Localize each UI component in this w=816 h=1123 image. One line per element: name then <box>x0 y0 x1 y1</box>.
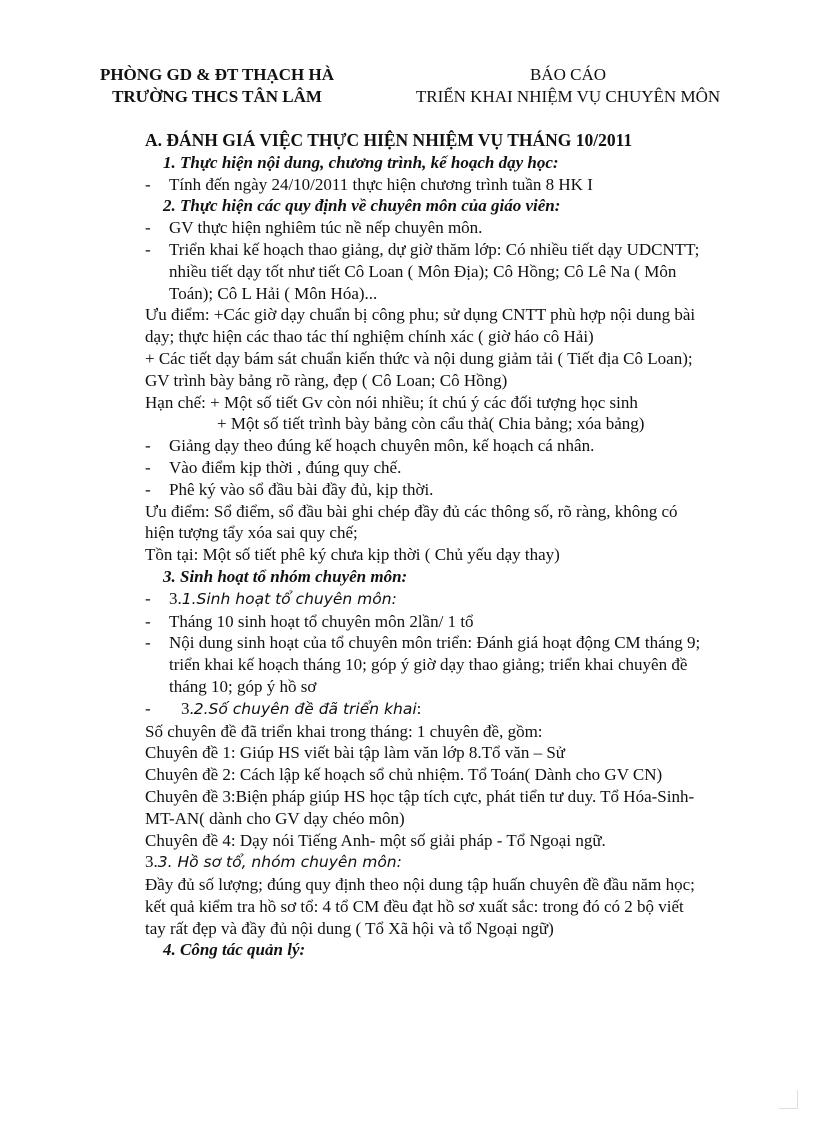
s2-item: - Vào điểm kịp thời , đúng quy chế. <box>145 457 705 479</box>
s3-sub3-number: 3. <box>145 852 158 872</box>
s3-sub2-number: 3. <box>181 698 194 718</box>
s3-sub2-heading <box>145 698 705 721</box>
s3-sub3-heading <box>145 851 705 874</box>
s3-sub2-colon: : <box>416 698 422 718</box>
s3-sub2-title: 2.Số chuyên đề đã triển khai <box>193 699 417 718</box>
s3-sub3-title: 3. Hồ sơ tổ, nhóm chuyên môn: <box>157 853 402 872</box>
s3-heading: 3. Sinh hoạt tổ nhóm chuyên môn: <box>163 566 408 586</box>
s3-topic: Chuyên đề 1: Giúp HS viết bài tập làm văn lớp 8.Tổ văn – Sử <box>145 743 566 763</box>
s2-item: - Phê ký vào sổ đầu bài đầy đủ, kịp thời. <box>145 479 705 501</box>
s3-item: - Nội dung sinh hoạt của tổ chuyên môn triển: Đánh giá hoạt động CM tháng 9; triển khai kế hoạch tháng 10; góp ý giờ dạy thao giảng; triển khai chuyên đề tháng 10; góp ý hồ sơ <box>145 632 705 697</box>
s2-shortcoming: Tồn tại: Một số tiết phê ký chưa kịp thời ( Chủ yếu dạy thay) <box>145 545 560 565</box>
report-label: BÁO CÁO <box>529 65 607 84</box>
page-corner-mark <box>779 1090 798 1109</box>
section-a-title: A. ĐÁNH GIÁ VIỆC THỰC HIỆN NHIỆM VỤ THÁNG 10/2011 <box>145 130 633 150</box>
document-header <box>0 64 816 114</box>
s2-advantage: + Các tiết dạy bám sát chuẩn kiến thức và nội dung giảm tải ( Tiết địa Cô Loan); GV trình bày bảng rõ ràng, đẹp ( Cô Loan; Cô Hồng) <box>145 348 693 390</box>
s2-advantage: Ưu điểm: +Các giờ dạy chuẩn bị công phu; sử dụng CNTT phù hợp nội dung bài dạy; thực hiện các thao tác thí nghiệm chính xác ( giờ háo cô Hải) <box>145 305 696 347</box>
s4-heading: 4. Công tác quản lý: <box>163 940 306 960</box>
s2-advantage: Ưu điểm: Sổ điểm, sổ đầu bài ghi chép đầy đủ các thông số, rõ ràng, không có hiện tượng tẩy xóa sai quy chế; <box>145 501 678 543</box>
s3-sub1-number: 3. <box>169 588 182 608</box>
s1-item: - Tính đến ngày 24/10/2011 thực hiện chương trình tuần 8 HK I <box>145 174 705 196</box>
s3-topic-intro: Số chuyên đề đã triển khai trong tháng: 1 chuyên đề, gồm: <box>145 721 543 741</box>
s3-sub1-heading <box>145 588 705 611</box>
s3-sub1-title: 1.Sinh hoạt tổ chuyên môn: <box>181 589 397 608</box>
s2-item: - Giảng dạy theo đúng kế hoạch chuyên môn, kế hoạch cá nhân. <box>145 435 705 457</box>
s3-item: - Tháng 10 sinh hoạt tổ chuyên môn 2lần/ 1 tổ <box>145 611 705 633</box>
s1-heading: 1. Thực hiện nội dung, chương trình, kế hoạch dạy học: <box>163 152 559 172</box>
school-name: TRƯỜNG THCS TÂN LÂM <box>112 87 322 106</box>
s2-heading: 2. Thực hiện các quy định về chuyên môn của giáo viên: <box>163 196 561 216</box>
document-body <box>145 130 705 961</box>
s3-records: Đầy đủ số lượng; đúng quy định theo nội dung tập huấn chuyên đề đầu năm học; kết quả kiểm tra hồ sơ tổ: 4 tổ CM đều đạt hồ sơ xuất sắc: trong đó có 2 bộ viết tay rất đẹp và đầy đủ nội dung ( Tổ Xã hội và tổ Ngoại ngữ) <box>145 875 695 938</box>
report-title: TRIỂN KHAI NHIỆM VỤ CHUYÊN MÔN <box>415 87 721 106</box>
s3-topic: Chuyên đề 2: Cách lập kế hoạch sổ chủ nhiệm. Tổ Toán( Dành cho GV CN) <box>145 765 663 785</box>
department-name: PHÒNG GD & ĐT THẠCH HÀ <box>99 65 335 84</box>
s2-item: - Triển khai kế hoạch thao giảng, dự giờ thăm lớp: Có nhiều tiết dạy UDCNTT; nhiều tiết dạy tốt như tiết Cô Loan ( Môn Địa); Cô Hồng; Cô Lê Na ( Môn Toán); Cô L Hải ( Môn Hóa)... <box>145 239 705 304</box>
s3-topic: Chuyên đề 4: Dạy nói Tiếng Anh- một số giải pháp - Tổ Ngoại ngữ. <box>145 830 606 850</box>
s3-topic: Chuyên đề 3:Biện pháp giúp HS học tập tích cực, phát tiển tư duy. Tổ Hóa-Sinh-MT-AN( dành cho GV dạy chéo môn) <box>145 786 695 828</box>
s2-limitation: + Một số tiết trình bày bảng còn cẩu thả( Chia bảng; xóa bảng) <box>217 414 645 434</box>
school-block <box>86 64 348 108</box>
s2-limitation: Hạn chế: + Một số tiết Gv còn nói nhiều; ít chú ý các đối tượng học sinh <box>145 392 638 412</box>
report-title-block <box>388 64 748 108</box>
s2-item: - GV thực hiện nghiêm túc nề nếp chuyên môn. <box>145 217 705 239</box>
